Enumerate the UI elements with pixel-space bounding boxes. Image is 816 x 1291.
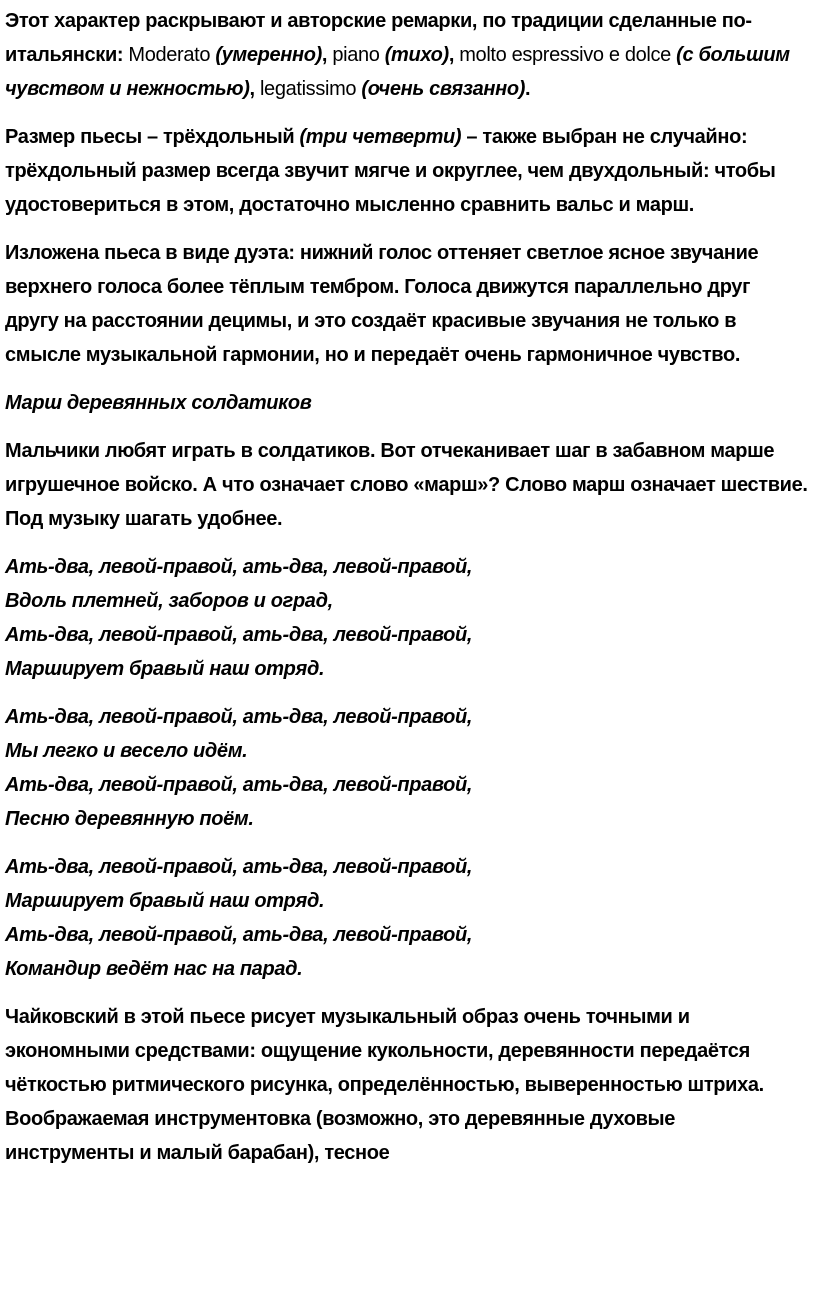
poem-line: Мы легко и весело идём. — [5, 740, 248, 762]
separator: , — [249, 78, 260, 100]
term-legatissimo: legatissimo — [259, 78, 357, 100]
translation-moderato: (умеренно) — [210, 44, 322, 66]
term-molto-espressivo: molto espressivo e dolce — [459, 44, 671, 66]
paragraph-march-intro: Мальчики любят играть в солдатиков. Вот отчеканивает шаг в забавном марше игрушечное войско. А что означает слово «марш»? Слово марш означает шествие. Под музыку шагать удобнее. — [5, 440, 808, 530]
poem-line: Песню деревянную поём. — [5, 808, 254, 830]
poem-line: Ать-два, левой-правой, ать-два, левой-правой, — [5, 706, 473, 728]
paragraph-meter — [5, 120, 808, 222]
translation-molto-espressivo: (с большим чувством и нежностью) — [5, 44, 790, 100]
poem-line: Ать-два, левой-правой, ать-два, левой-правой, — [5, 556, 473, 578]
text-run: Размер пьесы – трёхдольный — [5, 126, 300, 148]
separator: , — [448, 44, 460, 66]
poem-line: Ать-два, левой-правой, ать-два, левой-правой, — [5, 774, 473, 796]
poem-stanza-3 — [5, 850, 808, 986]
poem-line: Марширует бравый наш отряд. — [5, 658, 325, 680]
term-moderato: Moderato — [128, 44, 211, 66]
poem-line: Марширует бравый наш отряд. — [5, 890, 325, 912]
italic-three-quarters: (три четверти) — [299, 126, 462, 148]
term-piano: piano — [332, 44, 380, 66]
paragraph-remarks — [5, 4, 808, 106]
translation-piano: (тихо) — [379, 44, 449, 66]
paragraph-duet: Изложена пьеса в виде дуэта: нижний голос оттеняет светлое ясное звучание верхнего голоса более тёплым тембром. Голоса движутся параллельно друг другу на расстоянии децимы, и это создаёт красивые звучания не только в смысле музыкальной гармонии, но и передаёт очень гармоничное чувство. — [5, 242, 759, 366]
text-run: – также выбран не случайно: трёхдольный размер всегда звучит мягче и округлее, чем двухдольный: чтобы удостовериться в этом, достаточно мысленно сравнить вальс и марш. — [5, 126, 776, 216]
poem-stanza-2 — [5, 700, 808, 836]
poem-stanza-1 — [5, 550, 808, 686]
text-run: Этот характер раскрывают и авторские ремарки, по традиции сделанные по-итальянски: — [5, 10, 752, 66]
poem-line: Командир ведёт нас на парад. — [5, 958, 303, 980]
poem-line: Ать-два, левой-правой, ать-два, левой-правой, — [5, 856, 473, 878]
section-heading: Марш деревянных солдатиков — [5, 392, 312, 414]
poem-line: Ать-два, левой-правой, ать-два, левой-правой, — [5, 624, 473, 646]
sentence-end: . — [525, 78, 531, 100]
poem-line: Ать-два, левой-правой, ать-два, левой-правой, — [5, 924, 473, 946]
translation-legatissimo: (очень связанно) — [356, 78, 526, 100]
paragraph-tchaikovsky: Чайковский в этой пьесе рисует музыкальный образ очень точными и экономными средствами: ощущение кукольности, деревянности передаётся чёткостью ритмического рисунка, определённостью, выверенностью штриха. Воображаемая инструментовка (возможно, это деревянные духовые инструменты и малый барабан), тесное — [5, 1006, 764, 1164]
poem-line: Вдоль плетней, заборов и оград, — [5, 590, 333, 612]
separator: , — [321, 44, 333, 66]
